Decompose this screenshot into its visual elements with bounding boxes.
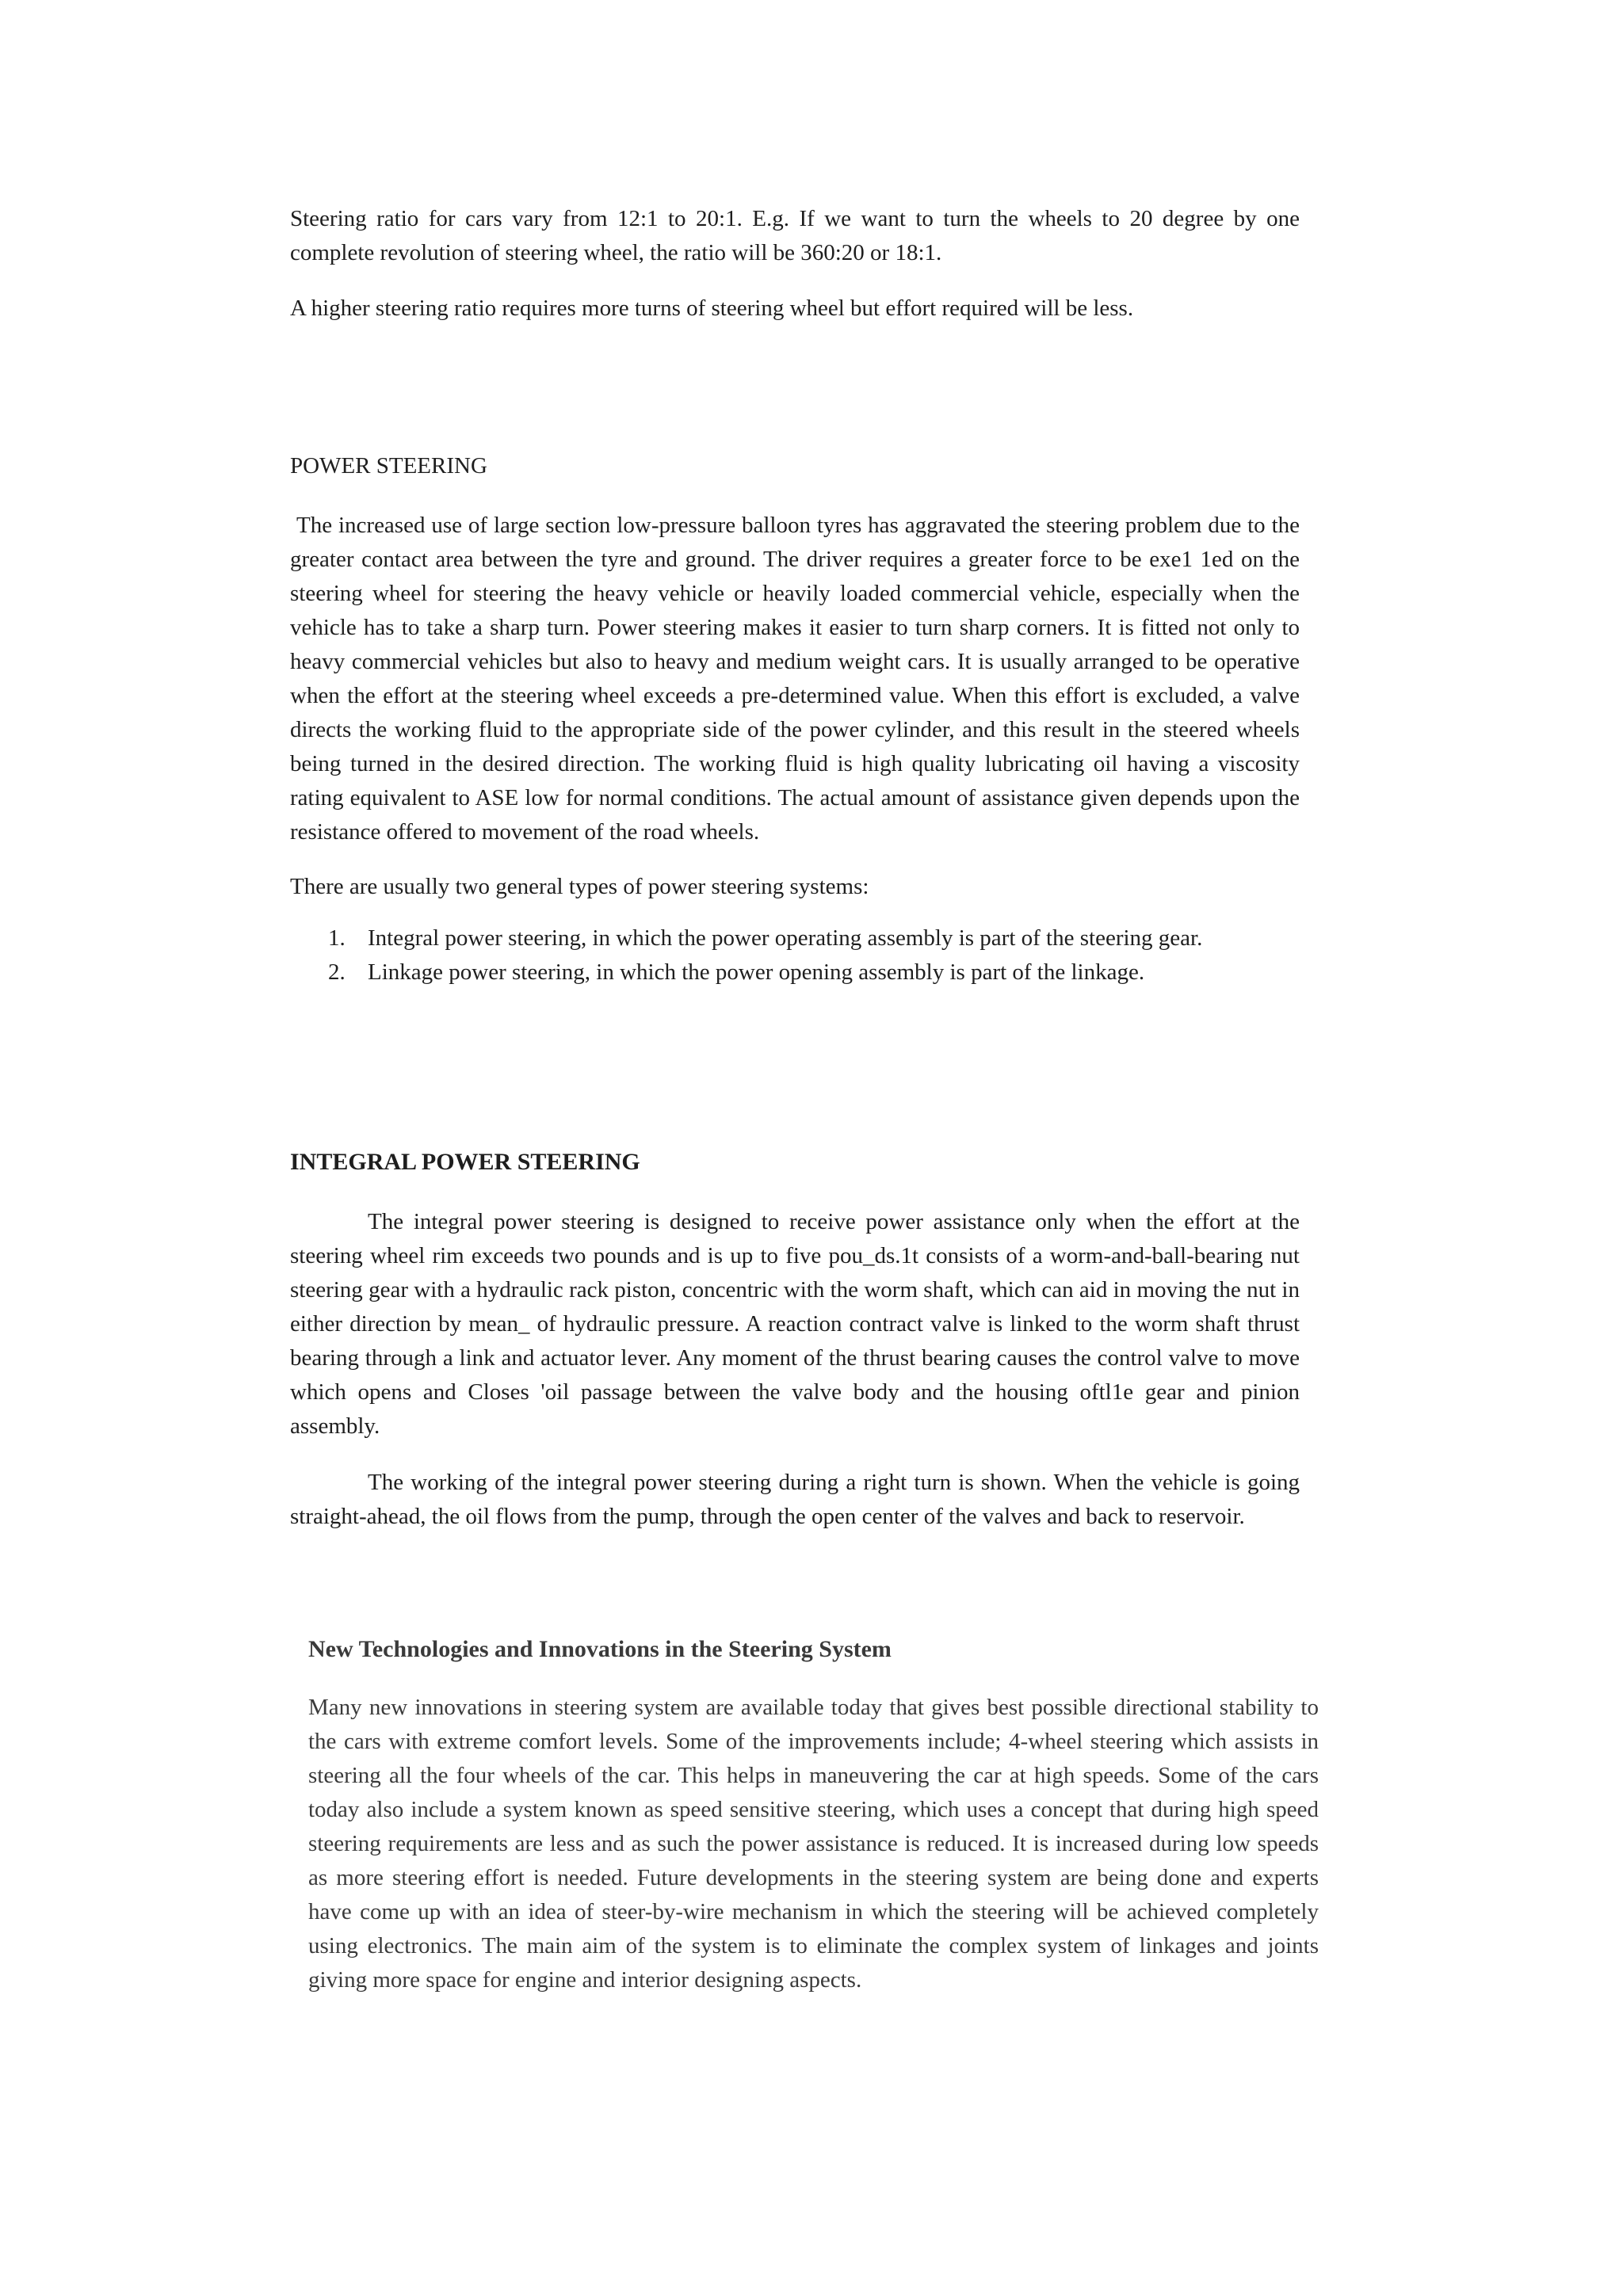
power-steering-section — [290, 450, 1300, 990]
ratio-paragraph: Steering ratio for cars vary from 12:1 to 20:1. E.g. If we want to turn the wheels to 20 degree by one complete revolution of steering wheel, the ratio will be 360:20 or 18:1. — [290, 206, 1300, 265]
ratio-section — [290, 202, 1300, 326]
innovations-heading: New Technologies and Innovations in the Steering System — [308, 1636, 892, 1662]
list-item-text: Linkage power steering, in which the power opening assembly is part of the linkage. — [368, 959, 1145, 985]
list-item-text: Integral power steering, in which the power operating assembly is part of the steering gear. — [368, 925, 1203, 951]
integral-paragraph-2: The working of the integral power steering during a right turn is shown. When the vehicle is going straight-ahead, the oil flows from the pump, through the open center of the valves and back to reservoir. — [290, 1470, 1300, 1529]
innovations-section — [308, 1634, 1319, 1997]
power-steering-paragraph: The increased use of large section low-pressure balloon tyres has aggravated the steering problem due to the greater contact area between the tyre and ground. The driver requires a greater force to be exe1 1ed on the steering wheel for steering the heavy vehicle or heavily loaded commercial vehicle, especially when the vehicle has to take a sharp turn. Power steering makes it easier to turn sharp corners. It is fitted not only to heavy commercial vehicles but also to heavy and medium weight cars. It is usually arranged to be operative when the effort at the steering wheel exceeds a pre-determined value. When this effort is excluded, a valve directs the working fluid to the appropriate side of the power cylinder, and this result in the steered wheels being turned in the desired direction. The working fluid is high quality lubricating oil having a viscosity rating equivalent to ASE low for normal conditions. The actual amount of assistance given depends upon the resistance offered to movement of the road wheels. — [290, 513, 1300, 845]
types-list — [290, 921, 1300, 990]
integral-section — [290, 1146, 1300, 1534]
integral-paragraph-1: The integral power steering is designed to receive power assistance only when the effort at the steering wheel rim exceeds two pounds and is up to five pou_ds.1t consists of a worm-and-ball-bearing nut steering gear with a hydraulic rack piston, concentric with the worm shaft, which can aid in moving the nut in either direction by mean_ of hydraulic pressure. A reaction contract valve is linked to the worm shaft thrust bearing through a link and actuator lever. Any moment of the thrust bearing causes the control valve to move which opens and Closes 'oil passage between the valve body and the housing oftl1e gear and pinion assembly. — [290, 1209, 1300, 1439]
list-item — [290, 955, 1300, 990]
power-steering-heading: POWER STEERING — [290, 453, 487, 479]
list-item — [290, 921, 1300, 955]
integral-heading: INTEGRAL POWER STEERING — [290, 1149, 640, 1175]
innovations-paragraph: Many new innovations in steering system are available today that gives best possible directional stability to the cars with extreme comfort levels. Some of the improvements include; 4-wheel steering which assists in steering all the four wheels of the car. This helps in maneuvering the car at high speeds. Some of the cars today also include a system known as speed sensitive steering, which uses a concept that during high speed steering requirements are less and as such the power assistance is reduced. It is increased during low speeds as more steering effort is needed. Future developments in the steering system are being done and experts have come up with an idea of steer-by-wire mechanism in which the steering will be achieved completely using electronics. The main aim of the system is to eliminate the complex system of linkages and joints giving more space for engine and interior designing aspects. — [308, 1695, 1319, 1993]
ratio-note-paragraph: A higher steering ratio requires more turns of steering wheel but effort required will be less. — [290, 296, 1134, 321]
list-item-number: 1. — [328, 925, 346, 951]
list-item-number: 2. — [328, 959, 346, 985]
types-intro: There are usually two general types of power steering systems: — [290, 874, 869, 899]
